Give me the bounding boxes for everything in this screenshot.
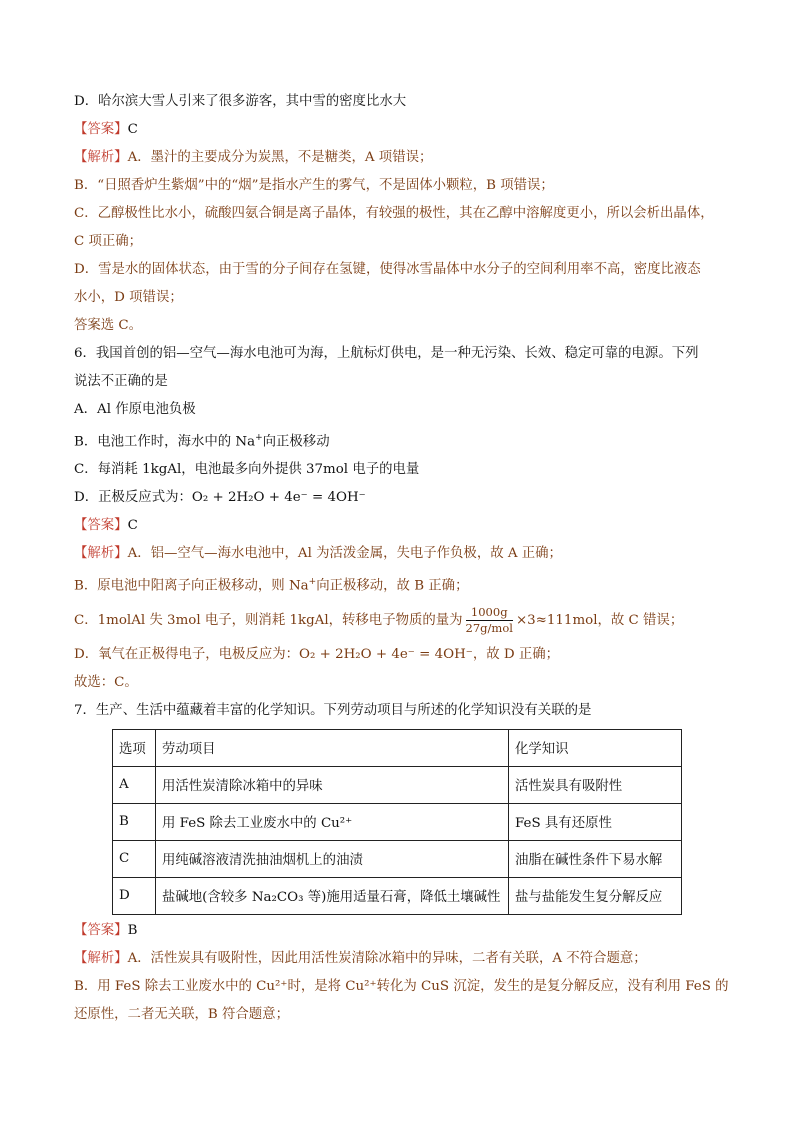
equation: O₂ + 2H₂O + 4e⁻ = 4OH⁻ [299, 646, 473, 662]
answer-tag: 【答案】 [74, 922, 128, 938]
answer-q6 [74, 512, 726, 540]
question-6-option-c: C．每消耗 1kgAl，电池最多向外提供 37mol 电子的电量 [74, 462, 420, 478]
table-cell: 盐碱地(含较多 Na₂CO₃ 等)施用适量石膏，降低土壤碱性 [156, 877, 509, 914]
table-cell: 盐与盐能发生复分解反应 [509, 877, 682, 914]
question-6-stem-2: 说法不正确的是 [74, 374, 168, 389]
analysis-q7-b1: B．用 FeS 除去工业废水中的 Cu²⁺时，是将 Cu²⁺转化为 CuS 沉淀，发生的是复分解反应，没有利用 FeS 的 [74, 978, 729, 994]
table-row [113, 877, 682, 914]
question-6-option-a: A．Al 作原电池负极 [74, 402, 196, 417]
table-cell: 活性炭具有吸附性 [509, 766, 682, 803]
analysis-tag: 【解析】 [74, 950, 128, 966]
answer-q7 [74, 917, 726, 945]
question-7-stem: 7．生产、生活中蕴藏着丰富的化学知识。下列劳动项目与所述的化学知识没有关联的是 [74, 702, 592, 718]
answer-value: B [127, 922, 138, 938]
analysis-q5-a: 【解析】A．墨汁的主要成分为炭黑，不是糖类，A 项错误； [74, 150, 433, 165]
question-6-option-d: D．正极反应式为：O₂ + 2H₂O + 4e⁻ = 4OH⁻ [74, 490, 366, 506]
analysis-q5-b: B．“日照香炉生紫烟”中的“烟”是指水产生的雾气，不是固体小颗粒，B 项错误； [74, 178, 554, 193]
analysis-tag: 【解析】 [74, 546, 128, 562]
document-page [74, 88, 729, 1029]
analysis-q5-d2: 水小，D 项错误； [74, 290, 183, 305]
table-row [113, 766, 682, 803]
table-row [113, 840, 682, 877]
options-table [112, 729, 682, 915]
analysis-tag: 【解析】 [74, 150, 128, 165]
analysis-q6-a: 【解析】A．铝—空气—海水电池中，Al 为活泼金属，失电子作负极，故 A 正确； [74, 546, 562, 562]
analysis-q6-conclusion: 故选：C。 [74, 674, 138, 690]
table-cell: 用 FeS 除去工业废水中的 Cu²⁺ [156, 803, 509, 840]
analysis-q7-b2: 还原性，二者无关联，B 符合题意； [74, 1006, 289, 1022]
analysis-q5-c1: C．乙醇极性比水小，硫酸四氨合铜是离子晶体，有较强的极性，其在乙醇中溶解度更小，所以会析出晶体， [74, 206, 714, 221]
analysis-q7-a: 【解析】A．活性炭具有吸附性，因此用活性炭清除冰箱中的异味，二者有关联，A 不符合题意； [74, 950, 647, 966]
table-cell: FeS 具有还原性 [509, 803, 682, 840]
table-cell: B [113, 803, 156, 840]
table-header: 选项 [113, 729, 156, 766]
analysis-q6-c: C．1molAl 失 3mol 电子，则消耗 1kgAl，转移电子物质的量为 $\frac{1000g}{\text{27g/mol}}$ ×3≈111mol，故 C 错误； [74, 604, 684, 635]
table-cell: 用纯碱溶液清洗抽油烟机上的油渍 [156, 840, 509, 877]
table-cell: D [113, 877, 156, 914]
question-6-option-b: B．电池工作时，海水中的 Na+向正极移动 [74, 433, 330, 450]
analysis-q5-d1: D．雪是水的固体状态，由于雪的分子间存在氢键，使得冰雪晶体中水分子的空间利用率不高，密度比液态 [74, 262, 701, 277]
table-header: 化学知识 [509, 729, 682, 766]
answer-tag: 【答案】 [74, 122, 128, 137]
fraction: $\frac{1000g}{\text{27g/mol}}$ [465, 604, 513, 635]
table-row [113, 803, 682, 840]
table-header-row [113, 729, 682, 766]
question-6-stem-1: 6．我国首创的铝—空气—海水电池可为海，上航标灯供电，是一种无污染、长效、稳定可靠的电源。下列 [74, 346, 699, 361]
analysis-q5-conclusion: 答案选 C。 [74, 318, 143, 333]
answer-q5 [74, 116, 726, 144]
table-cell: 油脂在碱性条件下易水解 [509, 840, 682, 877]
table-cell: 用活性炭清除冰箱中的异味 [156, 766, 509, 803]
analysis-q6-b: B．原电池中阳离子向正极移动，则 Na+向正极移动，故 B 正确； [74, 577, 469, 594]
table-cell: A [113, 766, 156, 803]
analysis-q5-c2: C 项正确； [74, 234, 143, 249]
answer-tag: 【答案】 [74, 518, 128, 534]
table-cell: C [113, 840, 156, 877]
table-header: 劳动项目 [156, 729, 509, 766]
option-d-q5: D．哈尔滨大雪人引来了很多游客，其中雪的密度比水大 [74, 94, 407, 109]
analysis-q6-d: D．氧气在正极得电子，电极反应为：O₂ + 2H₂O + 4e⁻ = 4OH⁻，故 D 正确； [74, 646, 560, 662]
equation: O₂ + 2H₂O + 4e⁻ = 4OH⁻ [191, 490, 366, 506]
answer-value: C [127, 518, 138, 534]
answer-value: C [127, 122, 138, 137]
